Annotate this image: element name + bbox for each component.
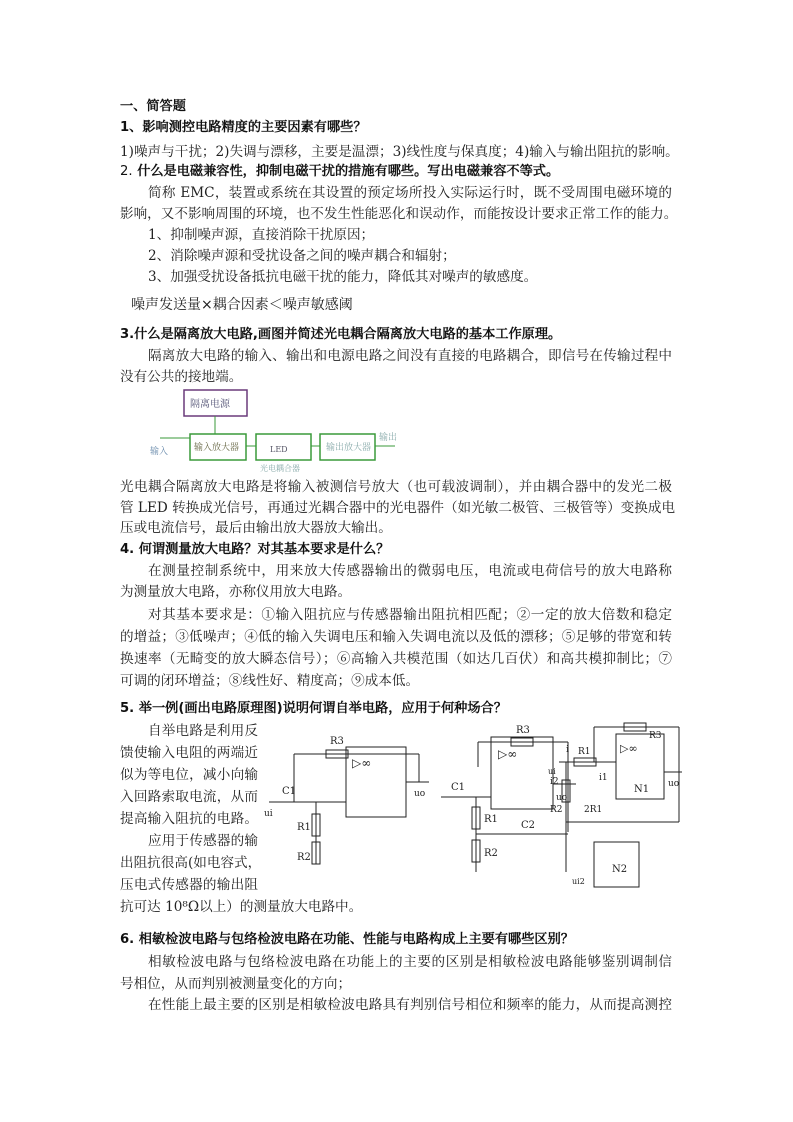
q6-para-line: 相敏检波电路与包络检波电路在功能上的主要的区别是相敏检波电路能够鉴别调制信: [148, 954, 672, 970]
power-label: 隔离电源: [190, 399, 230, 410]
q2-num: 2.: [120, 164, 133, 179]
q4-req-line: 对其基本要求是：①输入阻抗应与传感器输出阻抗相匹配；②一定的放大倍数和稳定: [148, 607, 672, 623]
q5-line: 入回路索取电流，从而: [120, 789, 258, 805]
q4-req-line: 换速率（无畸变的放大瞬态信号）；⑥高输入共模范围（如达几百伏）和高共模抑制比；⑦: [120, 651, 672, 667]
q5-line: 自举电路是利用反: [148, 723, 258, 739]
q3-para-line: 没有公共的接地端。: [120, 369, 243, 385]
q2-item: 1、抑制噪声源，直接消除干扰原因；: [148, 227, 375, 243]
opamp-symbol: ▷∞: [352, 756, 372, 770]
q2-item: 3、加强受扰设备抵抗电磁干扰的能力，降低其对噪声的敏感度。: [148, 269, 538, 285]
bootstrap-circuit-1: [264, 736, 429, 864]
ui-label: ui: [548, 767, 556, 776]
i2-label: i2: [550, 777, 559, 787]
q3-title: 3.什么是隔离放大电路,画图并简述光电耦合隔离放大电路的基本工作原理。: [120, 327, 562, 342]
uo-label: uo: [668, 779, 680, 789]
q6-title: 6. 相敏检波电路与包络检波电路在功能、性能与电路构成上主要有哪些区别？: [120, 932, 574, 947]
q4-req-line: 的增益；③低噪声；④低的输入失调电压和输入失调电流以及低的漂移；⑤足够的带宽和转: [120, 629, 672, 645]
q1-title: 1、影响测控电路精度的主要因素有哪些？: [120, 120, 367, 135]
i-label: i: [566, 745, 569, 755]
uo-label: uo: [556, 793, 568, 803]
q5-line: 似为等电位，减小向输: [120, 767, 258, 783]
q3-para2-line: 管 LED 转换成光信号，再通过光耦合器中的光电器件（如光敏二极管、三极管等）变换成电: [120, 500, 676, 516]
section-title: 一、简答题: [120, 99, 186, 114]
q4-para-line: 在测量控制系统中，用来放大传感器输出的微弱电压，电流或电荷信号的放大电路称: [148, 563, 672, 579]
output-amp-label: 输出放大器: [326, 443, 372, 453]
c1-label: C1: [451, 782, 466, 793]
c2-label: C2: [521, 820, 536, 831]
r3-label: R3: [516, 725, 530, 736]
output-label: 输出: [379, 433, 398, 443]
i1-label: i1: [599, 773, 608, 783]
c1-label: C1: [282, 786, 297, 797]
r1-label: R1: [578, 747, 591, 757]
q1-answer: 1)噪声与干扰；2)失调与漂移，主要是温漂；3)线性度与保真度；4)输入与输出阻抗的影响。: [120, 144, 679, 160]
n1-label: N1: [634, 784, 650, 795]
uo-label: uo: [414, 789, 426, 799]
led-label: LED: [270, 445, 288, 454]
ui2-label: ui2: [572, 877, 585, 886]
q5-line: 压电式传感器的输出阻: [120, 877, 258, 893]
q5-line: 馈使输入电阻的两端近: [120, 745, 258, 761]
r2-label: R2: [484, 848, 498, 859]
r3-label: R3: [649, 731, 662, 741]
bootstrap-circuit-2: [441, 725, 576, 872]
input-amp-label: 输入放大器: [194, 443, 240, 453]
q2-title-text: 什么是电磁兼容性，抑制电磁干扰的措施有哪些。写出电磁兼容不等式。: [137, 164, 560, 179]
q2-para-line: 影响，又不影响周围的环境，也不发生性能恶化和误动作，而能按设计要求正常工作的能力。: [120, 206, 678, 222]
q5-line: 提高输入阻抗的电路。: [120, 811, 258, 827]
opamp-symbol: ▷∞: [620, 742, 638, 755]
isolation-amplifier-diagram: [150, 388, 430, 474]
q5-line: 出阻抗很高(如电容式，: [120, 855, 262, 871]
n2-label: N2: [612, 864, 628, 875]
q2-para-line: 简称 EMC，装置或系统在其设置的预定场所投入实际运行时，既不受周围电磁环境的: [148, 185, 672, 201]
r1-label: R1: [484, 814, 498, 825]
emc-inequality: 噪声发送量×耦合因素＜噪声敏感阈: [131, 297, 353, 313]
q2-item: 2、消除噪声源和受扰设备之间的噪声耦合和辐射；: [148, 248, 456, 264]
coupler-label: 光电耦合器: [260, 464, 300, 473]
q4-title: 4. 何谓测量放大电路？对其基本要求是什么？: [120, 542, 390, 557]
q6-para-line: 在性能上最主要的区别是相敏检波电路具有判别信号相位和频率的能力，从而提高测控: [148, 997, 672, 1013]
input-label: 输入: [150, 447, 169, 457]
q5-last-line: 抗可达 10⁸Ω以上）的测量放大电路中。: [120, 899, 363, 915]
q2-title: [120, 162, 672, 182]
q4-req-line: 可调的闭环增益；⑧线性好、精度高；⑨成本低。: [120, 673, 420, 689]
r2-label: R2: [297, 852, 311, 863]
bootstrap-circuits-diagram: [264, 722, 684, 892]
r1-label: R1: [297, 822, 311, 833]
q3-para2-line: 光电耦合隔离放大电路是将输入被测信号放大（也可载波调制），并由耦合器中的发光二极: [120, 479, 672, 495]
q5-line: 应用于传感器的输: [148, 833, 258, 849]
r2-label: R2: [550, 805, 563, 815]
q6-para-line: 号相位，从而判别被测量变化的方向；: [120, 976, 352, 992]
ui-label: ui: [264, 809, 273, 819]
q5-title: 5. 举一例(画出电路原理图)说明何谓自举电路，应用于何种场合？: [120, 701, 507, 716]
2r1-label: 2R1: [584, 805, 603, 815]
q3-para-line: 隔离放大电路的输入、输出和电源电路之间没有直接的电路耦合，即信号在传输过程中: [148, 348, 672, 364]
opamp-symbol: ▷∞: [498, 747, 518, 761]
q4-para-line: 为测量放大电路，亦称仪用放大电路。: [120, 584, 352, 600]
r3-label: R3: [330, 736, 344, 747]
q3-para2-line: 压或电流信号，最后由输出放大器放大输出。: [120, 520, 392, 536]
